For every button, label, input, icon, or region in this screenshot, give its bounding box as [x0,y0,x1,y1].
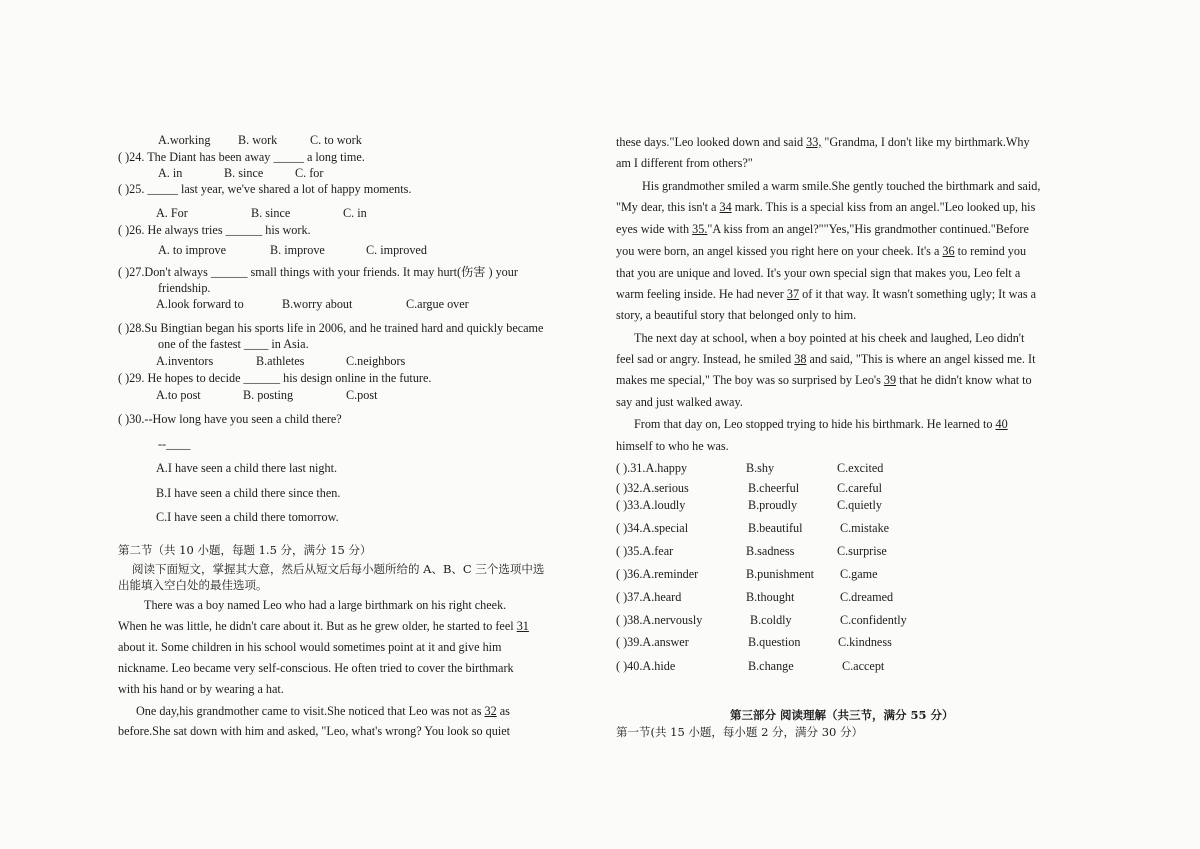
passage-line: The next day at school, when a boy pointed at his cheek and laughed, Leo didn't [634,331,1025,345]
q24-option-a: A. in [158,166,183,180]
question-37-option-c: C.dreamed [840,590,894,604]
q30-blank: --____ [158,437,191,451]
passage-line: these days."Leo looked down and said 33, "Grandma, I don't like my birthmark.Why [616,135,1030,149]
passage-line: feel sad or angry. Instead, he smiled 38 and said, "This is where an angel kissed me. It [616,352,1036,366]
q30-stem: ( )30.--How long have you seen a child there? [118,412,342,426]
q27-option-b: B.worry about [282,297,353,311]
q30-option-b: B.I have seen a child there since then. [156,486,341,500]
q29-option-c: C.post [346,388,378,402]
passage-line: There was a boy named Leo who had a large birthmark on his right cheek. [144,598,507,612]
q24-option-b: B. since [224,166,264,180]
blank-38: 38 [794,352,807,366]
q26-option-a: A. to improve [158,243,227,257]
q28-stem-cont: one of the fastest ____ in Asia. [158,337,309,351]
question-33-option-c: C.quietly [837,498,883,512]
part3-subtitle: 第一节(共 15 小题，每小题 2 分，满分 30 分） [616,725,864,739]
blank-35: 35. [692,222,708,236]
blank-36: 36 [942,244,955,258]
section2-instruction-cont: 出能填入空白处的最佳选项。 [118,578,268,592]
blank-33: 33, [806,135,822,149]
blank-37: 37 [786,287,800,301]
part3-title: 第三部分 阅读理解（共三节，满分 55 分） [730,708,954,722]
passage-line: From that day on, Leo stopped trying to hide his birthmark. He learned to 40 [634,417,1008,431]
q25-option-a: A. For [156,206,188,220]
question-33-option-b: B.proudly [748,498,798,512]
q29-stem: ( )29. He hopes to decide ______ his design online in the future. [118,371,432,385]
question-40: ( )40.A.hide [616,659,676,673]
q30-option-a: A.I have seen a child there last night. [156,461,338,475]
q25-option-b: B. since [251,206,291,220]
question-38: ( )38.A.nervously [616,613,703,627]
passage-line: that you are unique and loved. It's your own special sign that makes you, Leo felt a [616,266,1021,280]
passage-line: warm feeling inside. He had never 37 of it that way. It wasn't something ugly; It was a [616,287,1037,301]
question-31: ( ).31.A.happy [616,461,688,475]
q24-option-c: C. for [295,166,324,180]
question-37-option-b: B.thought [746,590,795,604]
question-31-option-b: B.shy [746,461,775,475]
question-32-option-b: B.cheerful [748,481,800,495]
passage-line: with his hand or by wearing a hat. [118,682,284,696]
passage-line: One day,his grandmother came to visit.She noticed that Leo was not as 32 as [136,704,510,718]
passage-line: eyes wide with 35."A kiss from an angel?""Yes,"His grandmother continued."Before [616,222,1029,236]
q26-option-c: C. improved [366,243,427,257]
q27-option-a: A.look forward to [156,297,244,311]
passage-line: His grandmother smiled a warm smile.She gently touched the birthmark and said, [642,179,1041,193]
q29-option-a: A.to post [156,388,201,402]
question-38-option-c: C.confidently [840,613,907,627]
q25-stem: ( )25. _____ last year, we've shared a lot of happy moments. [118,182,412,196]
passage-line: say and just walked away. [616,395,743,409]
passage-line: story, a beautiful story that belonged only to him. [616,308,857,322]
q23-option-a: A.working [158,133,211,147]
question-35-option-b: B.sadness [746,544,795,558]
question-34: ( )34.A.special [616,521,689,535]
question-38-option-b: B.coldly [750,613,792,627]
passage-line: himself to who he was. [616,439,729,453]
question-36: ( )36.A.reminder [616,567,699,581]
question-39: ( )39.A.answer [616,635,689,649]
question-34-option-c: C.mistake [840,521,890,535]
question-40-option-b: B.change [748,659,794,673]
q29-option-b: B. posting [243,388,294,402]
blank-40: 40 [995,417,1008,431]
question-33: ( )33.A.loudly [616,498,686,512]
q28-option-a: A.inventors [156,354,214,368]
q26-stem: ( )26. He always tries ______ his work. [118,223,311,237]
passage-line: am I different from others?" [616,156,753,170]
passage-line: makes me special," The boy was so surprised by Leo's 39 that he didn't know what to [616,373,1032,387]
q30-option-c: C.I have seen a child there tomorrow. [156,510,339,524]
question-40-option-c: C.accept [842,659,885,673]
question-35-option-c: C.surprise [837,544,887,558]
q27-option-c: C.argue over [406,297,469,311]
q28-option-c: C.neighbors [346,354,406,368]
q27-stem: ( )27.Don't always ______ small things with your friends. It may hurt(伤害 ) your [118,265,518,279]
q24-stem: ( )24. The Diant has been away _____ a long time. [118,150,365,164]
q23-option-c: C. to work [310,133,362,147]
blank-32: 32 [484,704,497,718]
blank-39: 39 [883,373,897,387]
q23-option-b: B. work [238,133,278,147]
question-39-option-c: C.kindness [838,635,892,649]
passage-line: nickname. Leo became very self-conscious. He often tried to cover the birthmark [118,661,514,675]
question-34-option-b: B.beautiful [748,521,803,535]
passage-line: "My dear, this isn't a 34 mark. This is a special kiss from an angel."Leo looked up, his [616,200,1036,214]
passage-line: you were born, an angel kissed you right here on your cheek. It's a 36 to remind you [616,244,1027,258]
question-31-option-c: C.excited [837,461,884,475]
q27-stem-cont: friendship. [158,281,211,295]
q25-option-c: C. in [343,206,367,220]
question-36-option-c: C.game [840,567,878,581]
blank-31: 31 [516,619,529,633]
question-35: ( )35.A.fear [616,544,674,558]
question-32-option-c: C.careful [837,481,883,495]
q28-stem: ( )28.Su Bingtian began his sports life in 2006, and he trained hard and quickly became [118,321,544,335]
question-36-option-b: B.punishment [746,567,815,581]
question-39-option-b: B.question [748,635,801,649]
passage-line: about it. Some children in his school would sometimes point at it and give him [118,640,502,654]
q28-option-b: B.athletes [256,354,305,368]
question-32: ( )32.A.serious [616,481,689,495]
section2-title: 第二节（共 10 小题，每题 1.5 分，满分 15 分） [118,543,372,557]
section2-instruction: 阅读下面短文，掌握其大意，然后从短文后每小题所给的 A、B、C 三个选项中选 [132,562,545,576]
question-37: ( )37.A.heard [616,590,682,604]
q26-option-b: B. improve [270,243,325,257]
passage-line: When he was little, he didn't care about it. But as he grew older, he started to feel 31 [118,619,529,633]
passage-line: before.She sat down with him and asked, "Leo, what's wrong? You look so quiet [118,724,511,738]
blank-34: 34 [719,200,732,214]
